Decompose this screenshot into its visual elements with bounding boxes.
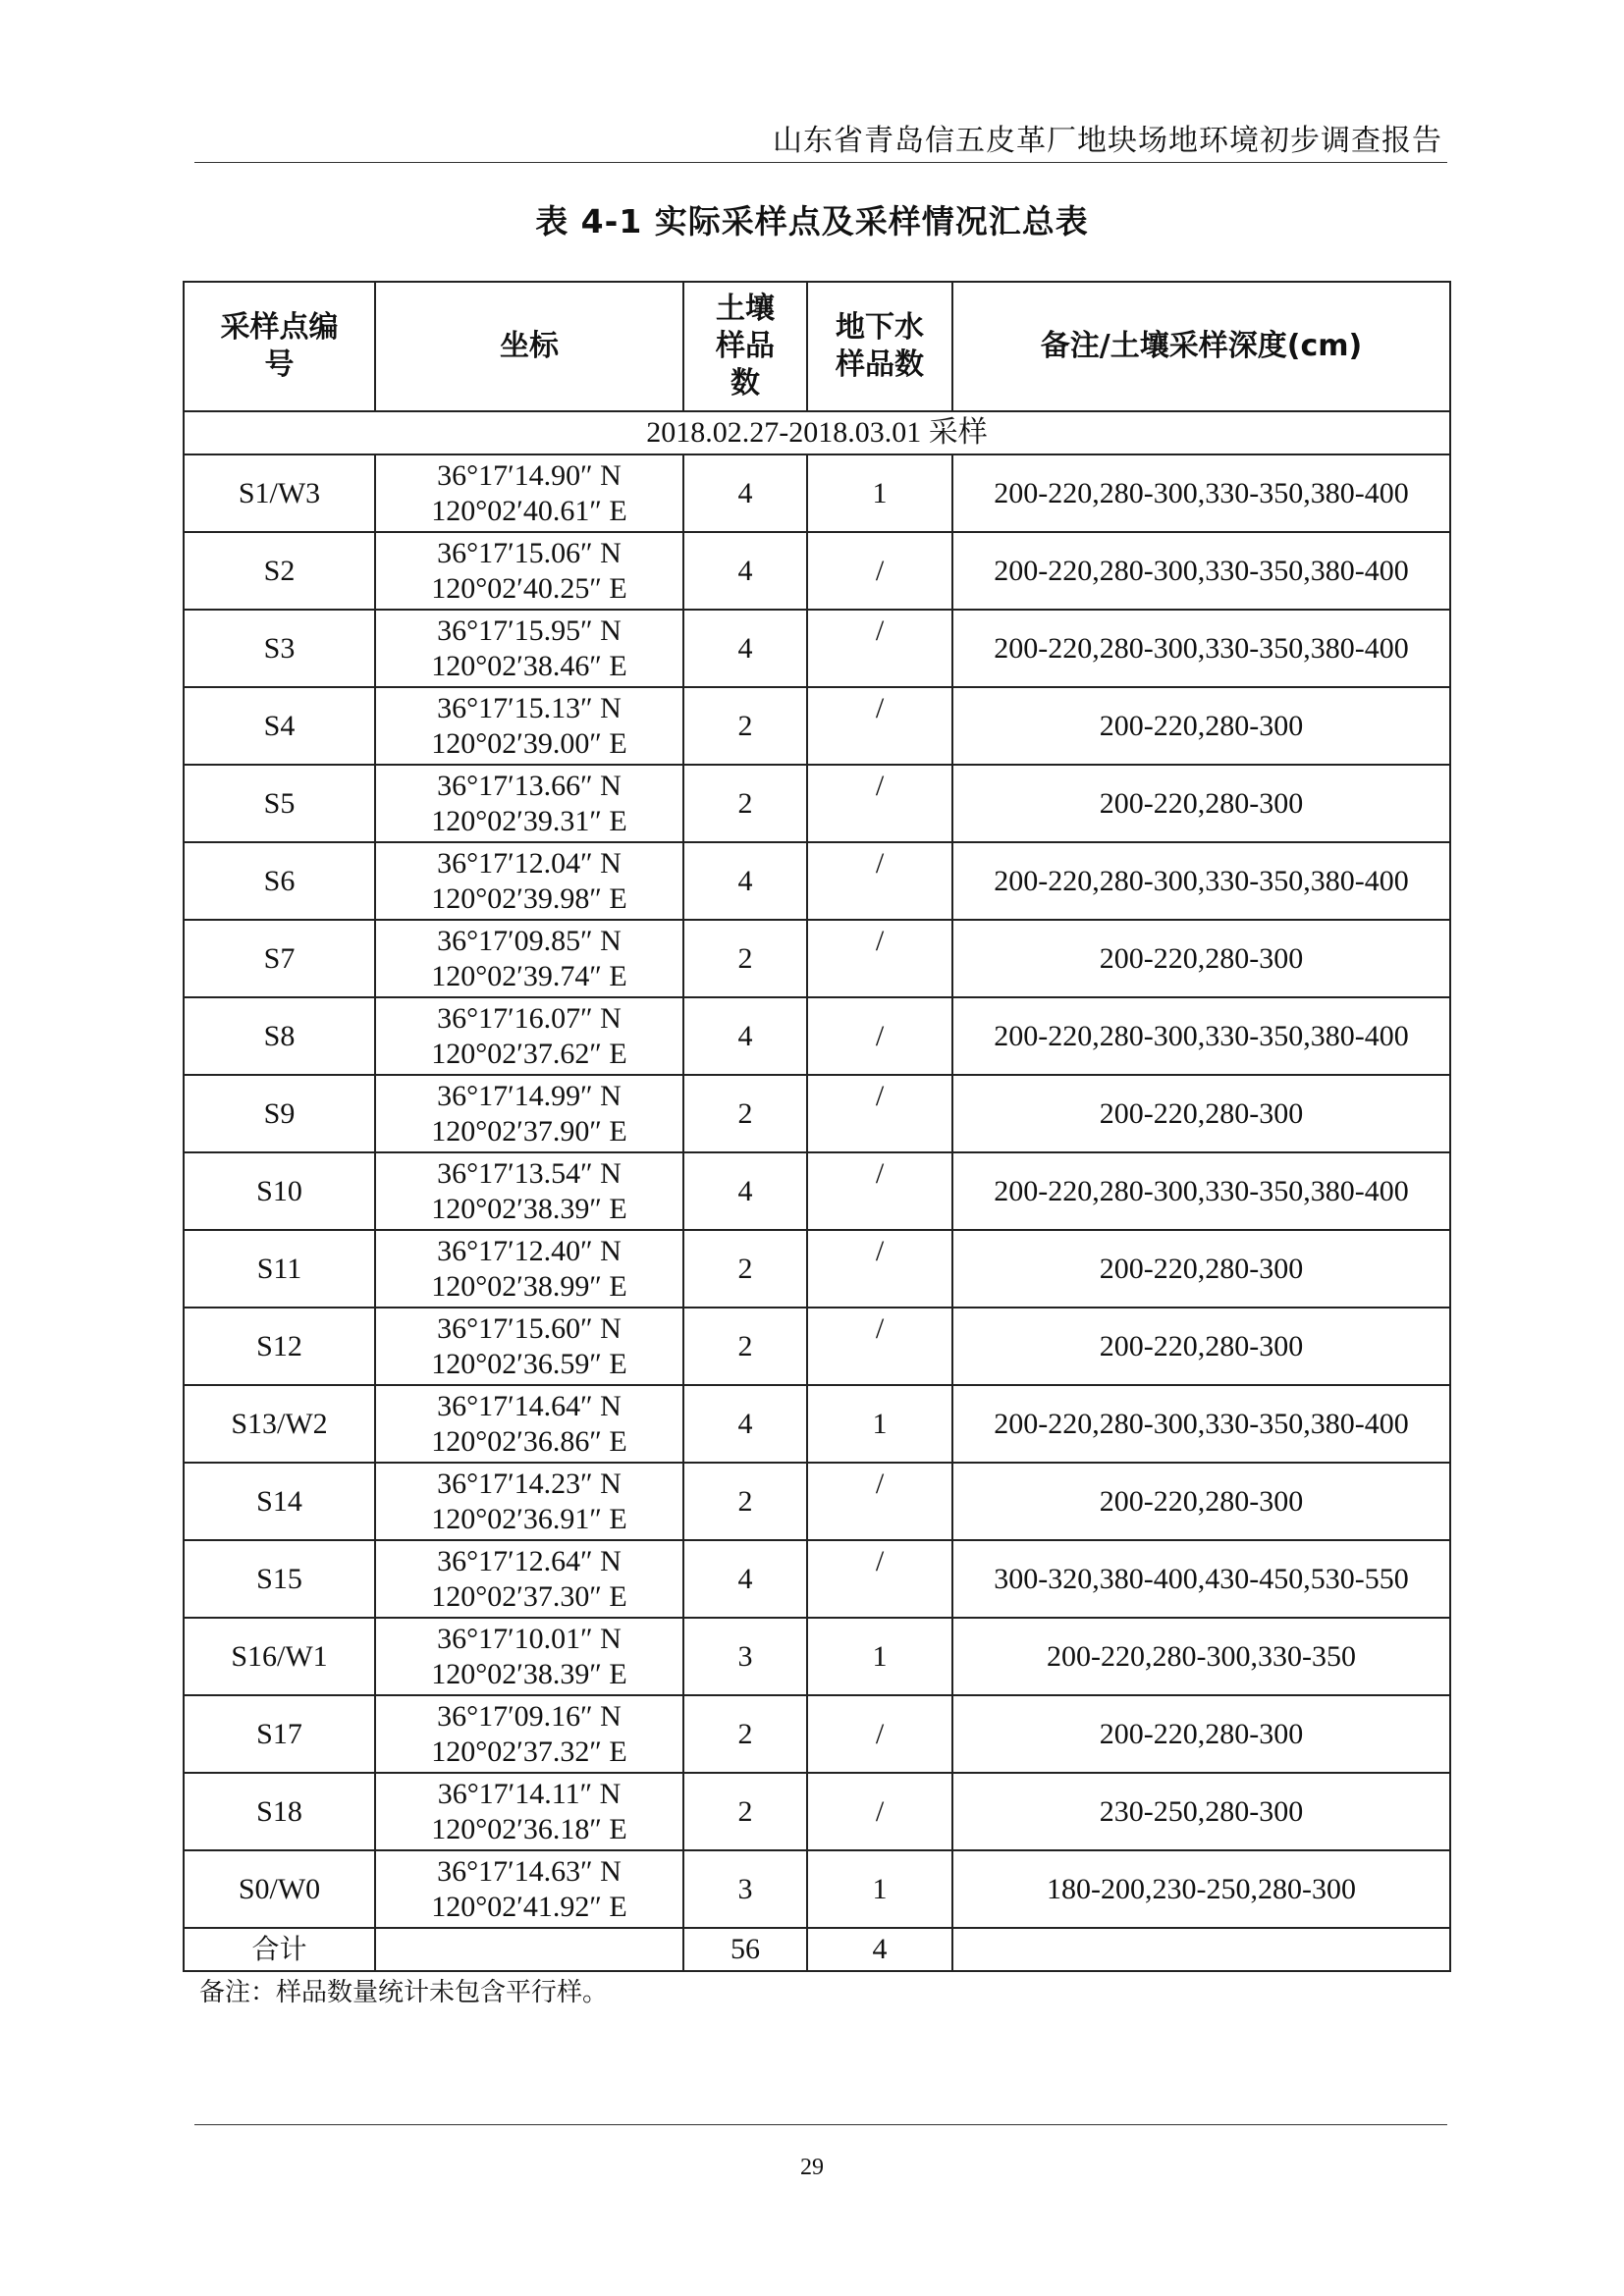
- table-row: [184, 1540, 1450, 1618]
- table-row: [184, 842, 1450, 920]
- cell-soil-count: 4: [683, 454, 807, 532]
- cell-latitude: 36°17′09.16″ N: [437, 1699, 622, 1733]
- table-row: [184, 1230, 1450, 1308]
- cell-point-id: S1/W3: [184, 454, 375, 532]
- cell-remark: 230-250,280-300: [952, 1773, 1450, 1850]
- table-footnote: 备注：样品数量统计未包含平行样。: [199, 1978, 609, 2007]
- cell-longitude: 120°02′37.30″ E: [431, 1579, 627, 1613]
- total-soil-count: 56: [683, 1928, 807, 1971]
- cell-remark: 200-220,280-300,330-350,380-400: [952, 532, 1450, 610]
- cell-soil-count: 3: [683, 1618, 807, 1695]
- cell-longitude: 120°02′39.31″ E: [431, 804, 627, 837]
- cell-groundwater-count: [807, 997, 952, 1075]
- sampling-summary-table: [183, 281, 1451, 1972]
- table-row: [184, 610, 1450, 687]
- header-divider: [194, 162, 1447, 163]
- cell-groundwater-count: [807, 1850, 952, 1928]
- cell-point-id: S9: [184, 1075, 375, 1152]
- cell-groundwater-count: [807, 842, 952, 920]
- cell-point-id: S11: [184, 1230, 375, 1308]
- document-header-title: 山东省青岛信五皮革厂地块场地环境初步调查报告: [773, 124, 1442, 158]
- cell-groundwater-value: /: [875, 769, 885, 802]
- cell-groundwater-value: /: [875, 1079, 885, 1112]
- cell-coordinates: [375, 532, 683, 610]
- cell-latitude: 36°17′14.64″ N: [437, 1389, 622, 1422]
- cell-remark: 200-220,280-300: [952, 920, 1450, 997]
- cell-longitude: 120°02′38.39″ E: [431, 1657, 627, 1690]
- cell-coordinates: [375, 1152, 683, 1230]
- cell-remark: 200-220,280-300,330-350,380-400: [952, 610, 1450, 687]
- cell-groundwater-value: /: [875, 1234, 885, 1267]
- table-row: [184, 920, 1450, 997]
- cell-soil-count: 2: [683, 1075, 807, 1152]
- cell-longitude: 120°02′37.32″ E: [431, 1735, 627, 1768]
- cell-coordinates: [375, 1385, 683, 1463]
- sampling-period-text: 2018.02.27-2018.03.01 采样: [646, 416, 988, 449]
- cell-groundwater-value: /: [875, 1544, 885, 1577]
- cell-latitude: 36°17′15.60″ N: [437, 1311, 622, 1345]
- cell-coordinates: [375, 1230, 683, 1308]
- cell-groundwater-count: [807, 1308, 952, 1385]
- cell-longitude: 120°02′37.90″ E: [431, 1114, 627, 1148]
- cell-coordinates: [375, 842, 683, 920]
- column-header-coordinates: 坐标: [375, 282, 683, 411]
- cell-latitude: 36°17′10.01″ N: [437, 1622, 622, 1655]
- cell-remark: 200-220,280-300: [952, 687, 1450, 765]
- cell-point-id: S15: [184, 1540, 375, 1618]
- cell-latitude: 36°17′14.23″ N: [437, 1467, 622, 1500]
- cell-soil-count: 2: [683, 920, 807, 997]
- column-header-point-id: [184, 282, 375, 411]
- cell-groundwater-value: /: [875, 554, 885, 587]
- table-body: [184, 411, 1450, 1971]
- table-row: [184, 454, 1450, 532]
- table-row: [184, 765, 1450, 842]
- cell-latitude: 36°17′14.63″ N: [437, 1854, 622, 1888]
- cell-groundwater-value: /: [875, 1156, 885, 1190]
- cell-groundwater-value: /: [875, 1019, 885, 1052]
- cell-remark: 200-220,280-300: [952, 765, 1450, 842]
- total-remark-empty: [952, 1928, 1450, 1971]
- cell-groundwater-value: /: [875, 1467, 885, 1500]
- table-caption: 表 4-1 实际采样点及采样情况汇总表: [535, 202, 1089, 240]
- cell-remark: 200-220,280-300: [952, 1695, 1450, 1773]
- cell-groundwater-count: [807, 1695, 952, 1773]
- cell-point-id: S12: [184, 1308, 375, 1385]
- cell-soil-count: 2: [683, 1463, 807, 1540]
- table-row: [184, 1463, 1450, 1540]
- cell-soil-count: 2: [683, 687, 807, 765]
- cell-coordinates: [375, 920, 683, 997]
- cell-groundwater-count: [807, 610, 952, 687]
- cell-latitude: 36°17′14.90″ N: [437, 458, 622, 492]
- cell-soil-count: 4: [683, 1152, 807, 1230]
- column-header-soil-line1: 土壤: [716, 292, 775, 326]
- cell-groundwater-count: [807, 1618, 952, 1695]
- cell-point-id: S10: [184, 1152, 375, 1230]
- cell-groundwater-count: [807, 687, 952, 765]
- cell-remark: 200-220,280-300,330-350,380-400: [952, 997, 1450, 1075]
- cell-latitude: 36°17′14.11″ N: [437, 1777, 622, 1810]
- column-header-groundwater-samples: [807, 282, 952, 411]
- cell-groundwater-value: 1: [872, 1639, 888, 1673]
- cell-longitude: 120°02′39.74″ E: [431, 959, 627, 992]
- cell-point-id: S8: [184, 997, 375, 1075]
- cell-remark: 200-220,280-300,330-350: [952, 1618, 1450, 1695]
- cell-soil-count: 4: [683, 532, 807, 610]
- cell-longitude: 120°02′38.39″ E: [431, 1192, 627, 1225]
- cell-coordinates: [375, 1075, 683, 1152]
- cell-longitude: 120°02′39.00″ E: [431, 726, 627, 760]
- cell-remark: 200-220,280-300,330-350,380-400: [952, 454, 1450, 532]
- cell-remark: 180-200,230-250,280-300: [952, 1850, 1450, 1928]
- cell-longitude: 120°02′37.62″ E: [431, 1037, 627, 1070]
- cell-latitude: 36°17′15.06″ N: [437, 536, 622, 569]
- cell-groundwater-count: [807, 532, 952, 610]
- cell-point-id: S3: [184, 610, 375, 687]
- cell-longitude: 120°02′40.61″ E: [431, 494, 627, 527]
- cell-longitude: 120°02′39.98″ E: [431, 881, 627, 915]
- cell-soil-count: 4: [683, 842, 807, 920]
- sampling-period: [184, 411, 1450, 454]
- table-row: [184, 1618, 1450, 1695]
- cell-groundwater-value: 1: [872, 1872, 888, 1905]
- cell-coordinates: [375, 1463, 683, 1540]
- cell-longitude: 120°02′40.25″ E: [431, 571, 627, 605]
- cell-groundwater-count: [807, 1152, 952, 1230]
- total-label: 合计: [184, 1928, 375, 1971]
- cell-latitude: 36°17′16.07″ N: [437, 1001, 622, 1035]
- cell-latitude: 36°17′14.99″ N: [437, 1079, 622, 1112]
- cell-point-id: S18: [184, 1773, 375, 1850]
- cell-groundwater-count: [807, 1463, 952, 1540]
- table-row: [184, 1850, 1450, 1928]
- cell-point-id: S17: [184, 1695, 375, 1773]
- cell-remark: 200-220,280-300,330-350,380-400: [952, 1385, 1450, 1463]
- table-row: [184, 1385, 1450, 1463]
- footer-divider: [194, 2124, 1447, 2125]
- cell-remark: 300-320,380-400,430-450,530-550: [952, 1540, 1450, 1618]
- cell-latitude: 36°17′12.40″ N: [437, 1234, 622, 1267]
- cell-remark: 200-220,280-300: [952, 1230, 1450, 1308]
- cell-latitude: 36°17′09.85″ N: [437, 924, 622, 957]
- cell-soil-count: 4: [683, 1540, 807, 1618]
- cell-coordinates: [375, 1308, 683, 1385]
- cell-longitude: 120°02′36.86″ E: [431, 1424, 627, 1458]
- table-row: [184, 1308, 1450, 1385]
- table-row: [184, 532, 1450, 610]
- column-header-gw-line2: 样品数: [836, 347, 924, 382]
- cell-latitude: 36°17′13.66″ N: [437, 769, 622, 802]
- cell-longitude: 120°02′41.92″ E: [431, 1890, 627, 1923]
- cell-groundwater-count: [807, 765, 952, 842]
- cell-groundwater-value: /: [875, 924, 885, 957]
- cell-groundwater-value: /: [875, 1717, 885, 1750]
- cell-remark: 200-220,280-300: [952, 1308, 1450, 1385]
- cell-coordinates: [375, 610, 683, 687]
- cell-soil-count: 2: [683, 1230, 807, 1308]
- table-row: [184, 1773, 1450, 1850]
- table-row: [184, 1152, 1450, 1230]
- cell-coordinates: [375, 687, 683, 765]
- page-number: 29: [800, 2155, 824, 2180]
- cell-point-id: S13/W2: [184, 1385, 375, 1463]
- cell-remark: 200-220,280-300,330-350,380-400: [952, 1152, 1450, 1230]
- cell-coordinates: [375, 1850, 683, 1928]
- cell-groundwater-count: [807, 1230, 952, 1308]
- cell-groundwater-value: /: [875, 691, 885, 724]
- sampling-period-row: [184, 411, 1450, 454]
- cell-coordinates: [375, 1773, 683, 1850]
- column-header-point-id-line1: 采样点编: [220, 310, 339, 345]
- cell-groundwater-count: [807, 920, 952, 997]
- cell-coordinates: [375, 454, 683, 532]
- cell-groundwater-value: /: [875, 846, 885, 880]
- cell-point-id: S2: [184, 532, 375, 610]
- cell-groundwater-value: /: [875, 1794, 885, 1828]
- cell-point-id: S7: [184, 920, 375, 997]
- column-header-point-id-line2: 号: [264, 347, 295, 382]
- cell-latitude: 36°17′13.54″ N: [437, 1156, 622, 1190]
- cell-soil-count: 2: [683, 1308, 807, 1385]
- cell-longitude: 120°02′38.46″ E: [431, 649, 627, 682]
- cell-groundwater-value: 1: [872, 1407, 888, 1440]
- cell-groundwater-count: [807, 1540, 952, 1618]
- cell-coordinates: [375, 1540, 683, 1618]
- cell-groundwater-value: 1: [872, 476, 888, 509]
- cell-remark: 200-220,280-300,330-350,380-400: [952, 842, 1450, 920]
- cell-groundwater-value: /: [875, 614, 885, 647]
- table-row: [184, 997, 1450, 1075]
- cell-point-id: S6: [184, 842, 375, 920]
- cell-groundwater-count: [807, 1075, 952, 1152]
- total-row: [184, 1928, 1450, 1971]
- cell-latitude: 36°17′12.04″ N: [437, 846, 622, 880]
- cell-longitude: 120°02′36.91″ E: [431, 1502, 627, 1535]
- cell-point-id: S14: [184, 1463, 375, 1540]
- column-header-soil-line3: 数: [731, 366, 760, 400]
- column-header-remark: 备注/土壤采样深度(cm): [952, 282, 1450, 411]
- cell-remark: 200-220,280-300: [952, 1075, 1450, 1152]
- column-header-soil-samples: [683, 282, 807, 411]
- cell-longitude: 120°02′38.99″ E: [431, 1269, 627, 1303]
- cell-groundwater-count: [807, 454, 952, 532]
- cell-coordinates: [375, 1695, 683, 1773]
- cell-coordinates: [375, 765, 683, 842]
- cell-remark: 200-220,280-300: [952, 1463, 1450, 1540]
- cell-groundwater-count: [807, 1385, 952, 1463]
- table-row: [184, 1075, 1450, 1152]
- total-groundwater-count: 4: [807, 1928, 952, 1971]
- cell-coordinates: [375, 1618, 683, 1695]
- cell-soil-count: 2: [683, 765, 807, 842]
- cell-coordinates: [375, 997, 683, 1075]
- cell-soil-count: 4: [683, 997, 807, 1075]
- column-header-gw-line1: 地下水: [836, 310, 924, 345]
- cell-latitude: 36°17′12.64″ N: [437, 1544, 622, 1577]
- cell-point-id: S0/W0: [184, 1850, 375, 1928]
- table-row: [184, 687, 1450, 765]
- cell-point-id: S5: [184, 765, 375, 842]
- table-header-row: [184, 282, 1450, 411]
- column-header-soil-line2: 样品: [716, 329, 775, 363]
- total-coordinates-empty: [375, 1928, 683, 1971]
- cell-soil-count: 4: [683, 610, 807, 687]
- cell-point-id: S4: [184, 687, 375, 765]
- cell-groundwater-value: /: [875, 1311, 885, 1345]
- cell-soil-count: 4: [683, 1385, 807, 1463]
- cell-soil-count: 2: [683, 1773, 807, 1850]
- cell-soil-count: 3: [683, 1850, 807, 1928]
- cell-point-id: S16/W1: [184, 1618, 375, 1695]
- cell-soil-count: 2: [683, 1695, 807, 1773]
- cell-longitude: 120°02′36.18″ E: [431, 1812, 627, 1845]
- cell-longitude: 120°02′36.59″ E: [431, 1347, 627, 1380]
- cell-latitude: 36°17′15.95″ N: [437, 614, 622, 647]
- table-row: [184, 1695, 1450, 1773]
- cell-latitude: 36°17′15.13″ N: [437, 691, 622, 724]
- cell-groundwater-count: [807, 1773, 952, 1850]
